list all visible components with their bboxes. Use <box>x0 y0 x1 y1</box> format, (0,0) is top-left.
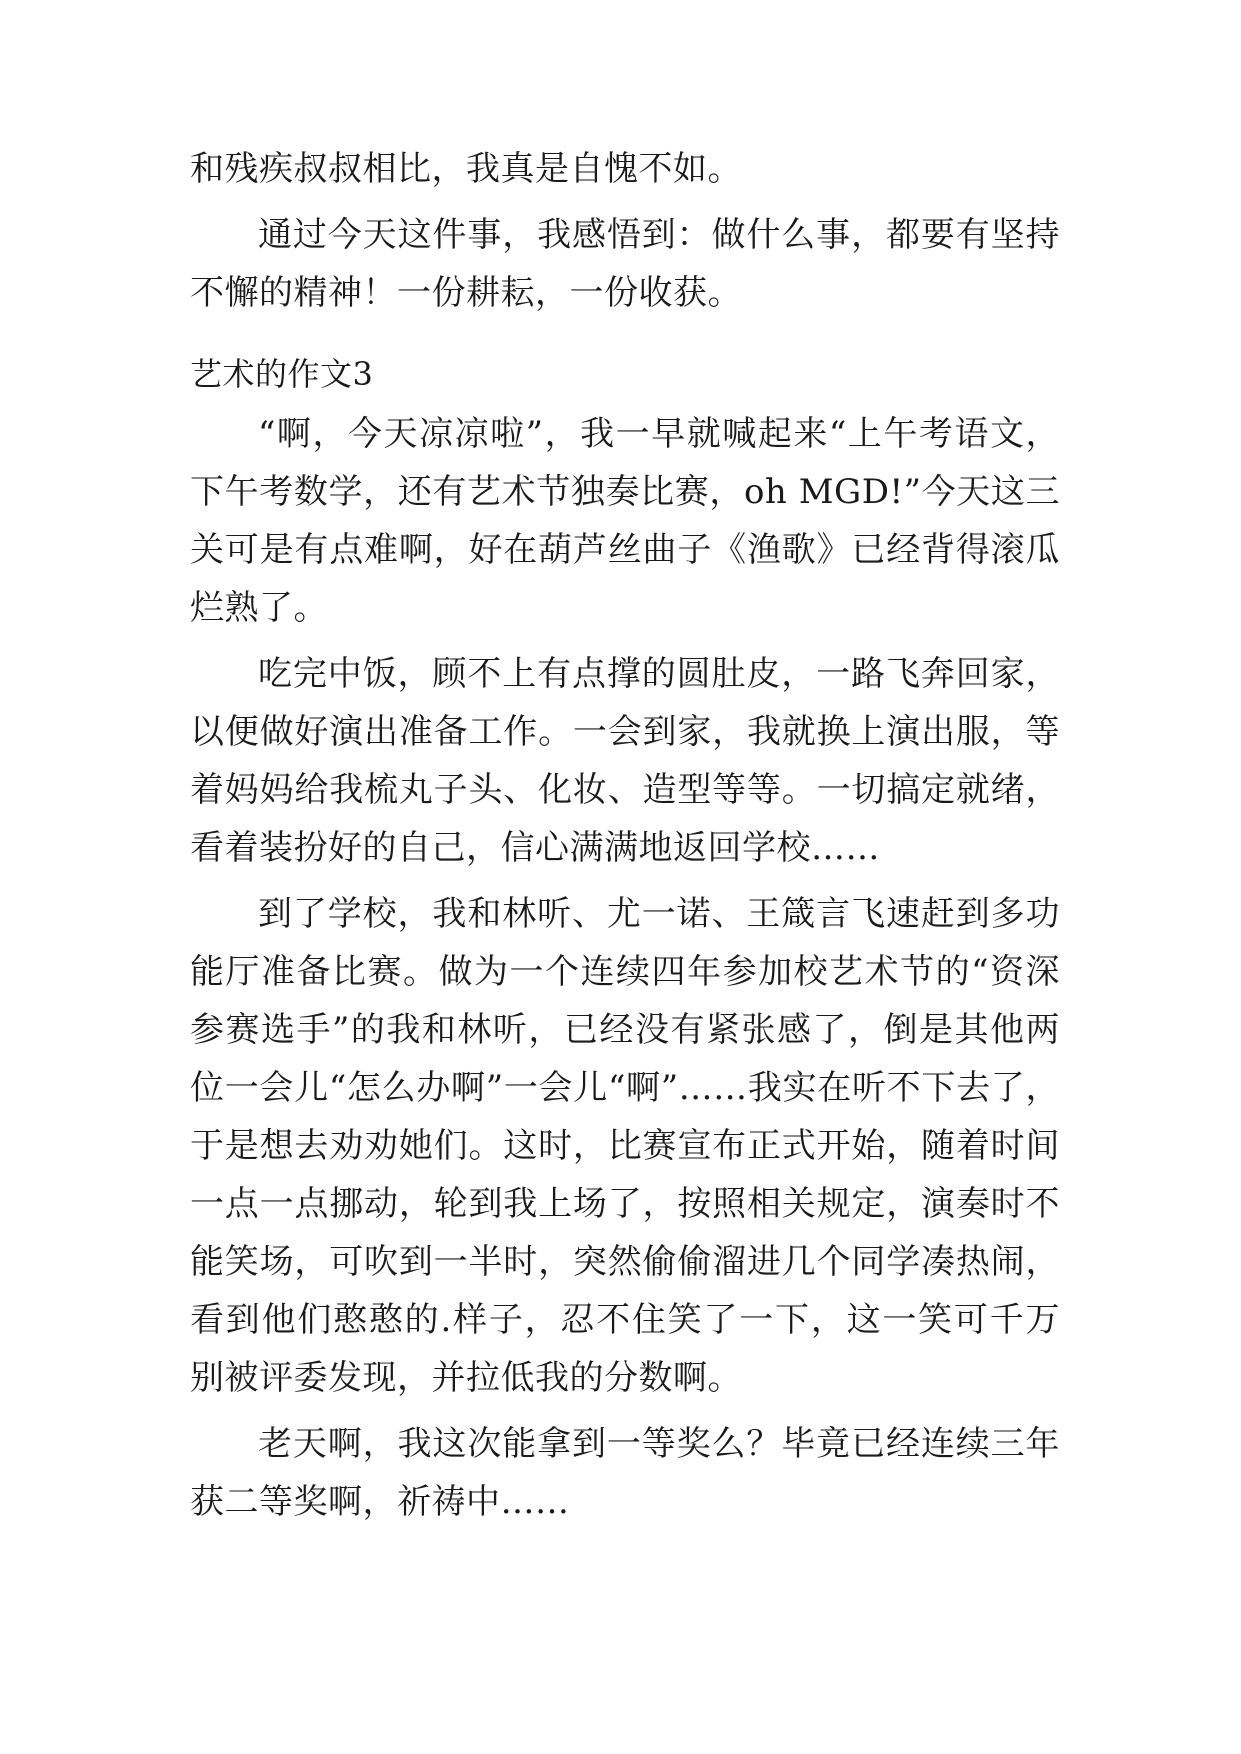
essay-paragraph: 吃完中饭，顾不上有点撑的圆肚皮，一路飞奔回家，以便做好演出准备工作。一会到家，我就换上演出服，等着妈妈给我梳丸子头、化妆、造型等等。一切搞定就绪，看着装扮好的自己，信心满满地返回学校…… <box>190 654 1060 868</box>
essay-section <box>190 345 1060 1531</box>
conclusion-paragraph: 通过今天这件事，我感悟到：做什么事，都要有坚持不懈的精神！一份耕耘，一份收获。 <box>190 215 1060 313</box>
essay-paragraph: 到了学校，我和林听、尤一诺、王箴言飞速赶到多功能厅准备比赛。做为一个连续四年参加校艺术节的“资深参赛选手”的我和林听，已经没有紧张感了，倒是其他两位一会儿“怎么办啊”一会儿“啊”……我实在听不下去了，于是想去劝劝她们。这时，比赛宣布正式开始，随着时间一点一点挪动，轮到我上场了，按照相关规定，演奏时不能笑场，可吹到一半时，突然偷偷溜进几个同学凑热闹，看到他们憨憨的.样子，忍不住笑了一下，这一笑可千万别被评委发现，并拉低我的分数啊。 <box>190 894 1060 1398</box>
carryover-paragraph: 和残疾叔叔相比，我真是自愧不如。 <box>190 149 742 189</box>
essay-paragraph: 老天啊，我这次能拿到一等奖么？毕竟已经连续三年获二等奖啊，祈祷中…… <box>190 1424 1060 1522</box>
essay-paragraph: “啊，今天凉凉啦”，我一早就喊起来“上午考语文，下午考数学，还有艺术节独奏比赛，oh MGD!”今天这三关可是有点难啊，好在葫芦丝曲子《渔歌》已经背得滚瓜烂熟了。 <box>190 414 1060 628</box>
section-title: 艺术的作文3 <box>190 355 374 393</box>
previous-essay-ending <box>190 140 1060 322</box>
